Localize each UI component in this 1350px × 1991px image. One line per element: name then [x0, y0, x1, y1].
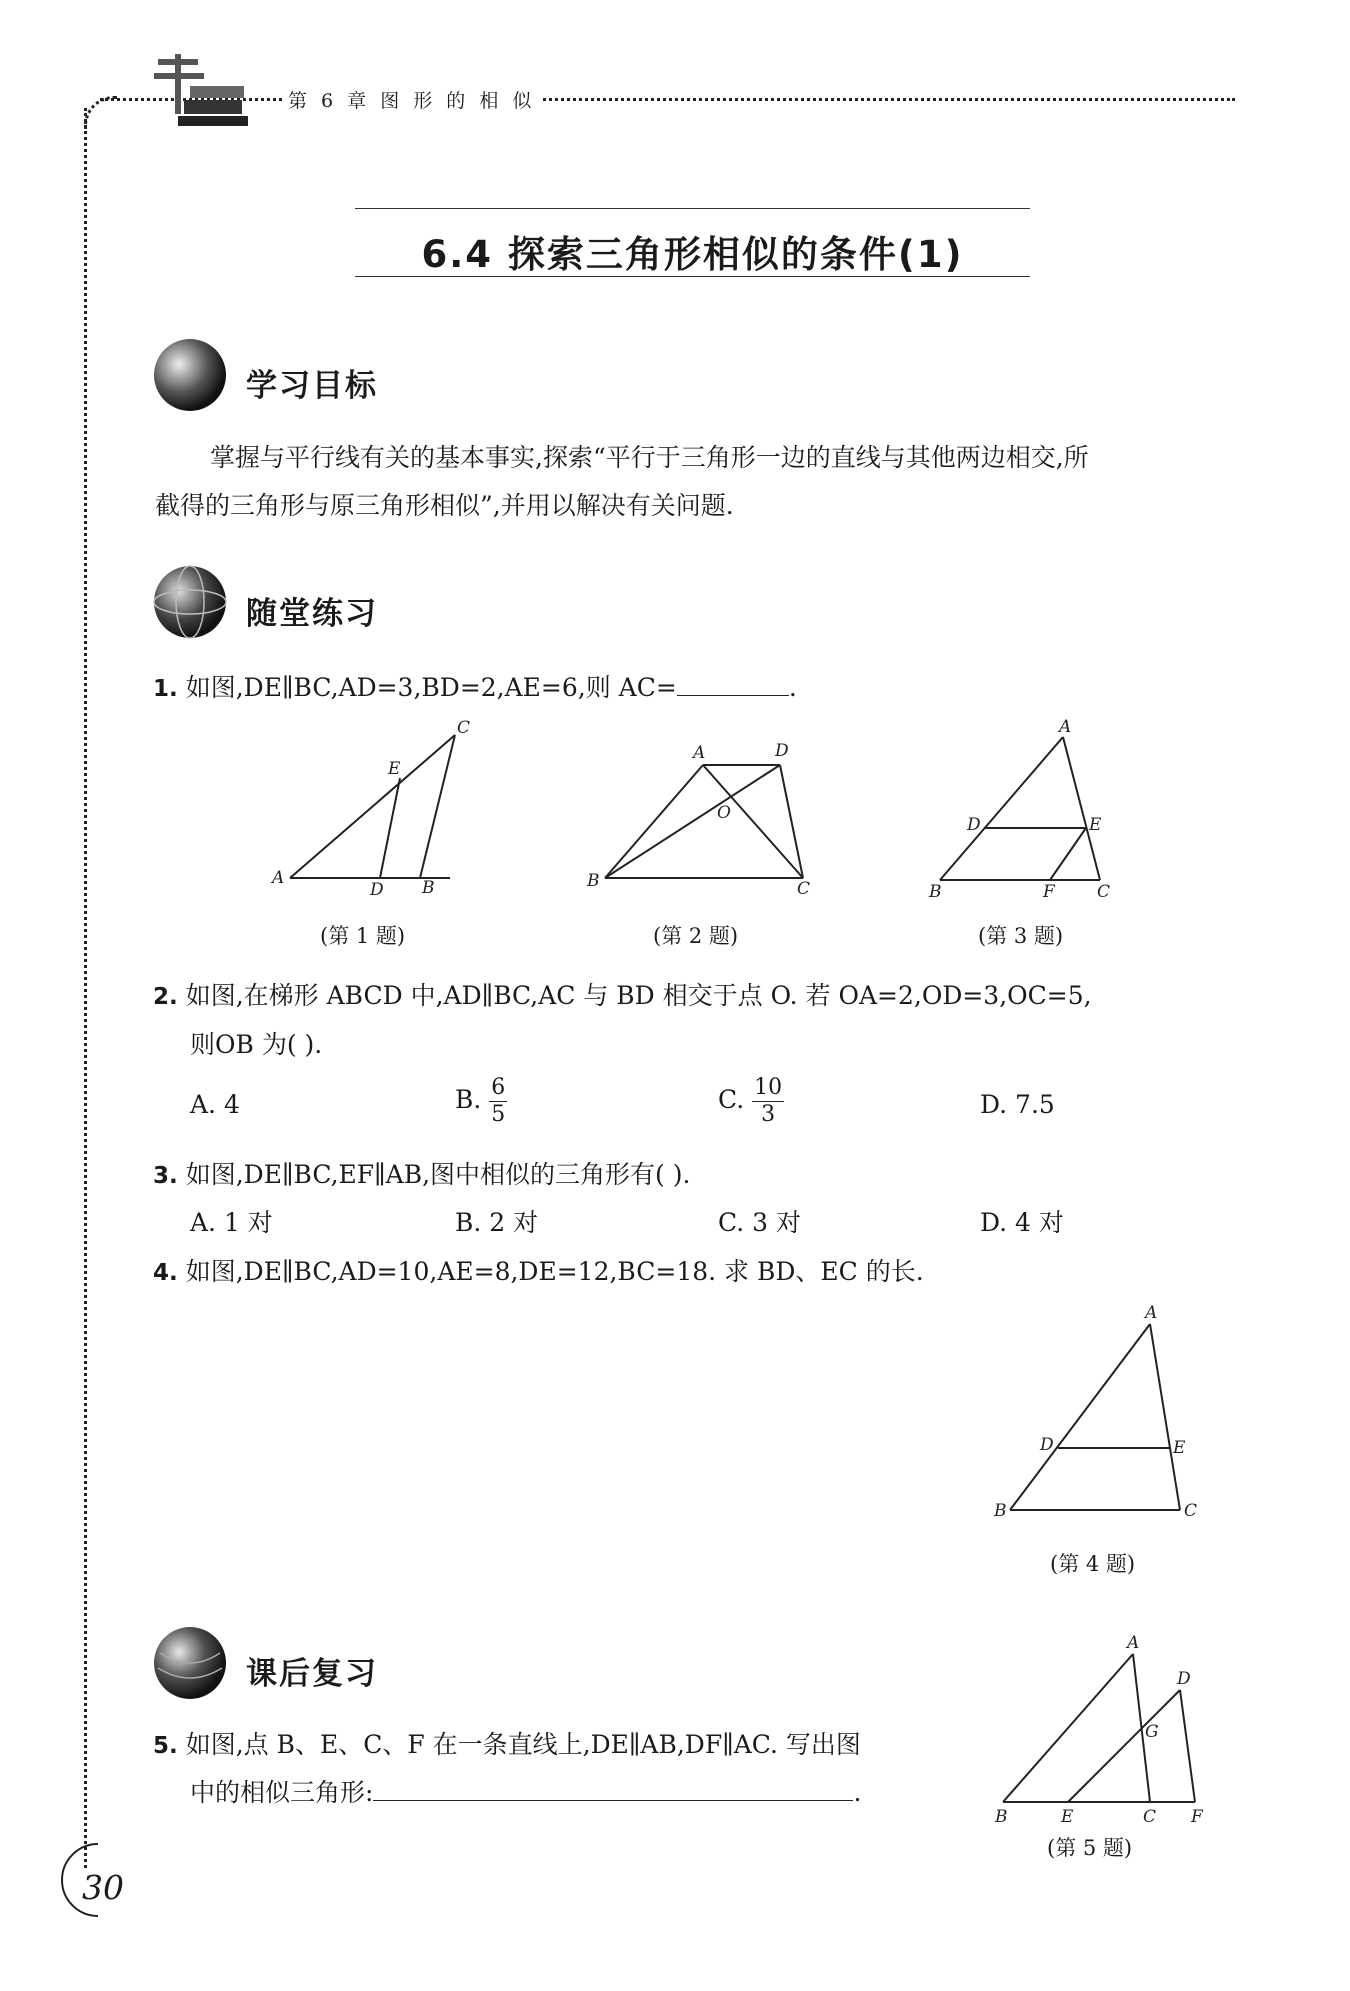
question-number: 3.: [153, 1163, 178, 1189]
fig2-label-o: O: [717, 803, 731, 823]
question-4: [153, 1252, 924, 1288]
question-1: [153, 668, 797, 704]
fig3-label-e: E: [1089, 815, 1102, 835]
fig2-label-d: D: [775, 741, 789, 761]
fig5-label-e: E: [1061, 1807, 1074, 1827]
section-title-review: 课后复习: [246, 1656, 378, 1692]
question-1-end: .: [788, 673, 797, 702]
question-5-prompt: 中的相似三角形:: [190, 1778, 374, 1807]
book-stack-logo-icon: [148, 54, 258, 134]
fig4-label-b: B: [994, 1501, 1007, 1521]
fig5-label-g: G: [1145, 1722, 1159, 1742]
goals-text-line2: 截得的三角形与原三角形相似”,并用以解决有关问题.: [155, 491, 734, 520]
ball-icon: [150, 1623, 230, 1703]
caption-fig2: (第 2 题): [653, 924, 739, 948]
fig1-label-b: B: [422, 878, 435, 895]
q2-option-d[interactable]: D. 7.5: [980, 1090, 1055, 1119]
question-2-line1: 如图,在梯形 ABCD 中,AD∥BC,AC 与 BD 相交于点 O. 若 OA=2,OD=3,OC=5,: [185, 981, 1092, 1010]
sphere-icon: [150, 335, 230, 415]
q2-option-a[interactable]: A. 4: [190, 1090, 240, 1119]
lesson-title: 6.4 探索三角形相似的条件(1): [421, 233, 964, 276]
fig5-label-a: A: [1127, 1633, 1140, 1653]
question-number: 5.: [153, 1733, 178, 1759]
q3-option-c[interactable]: C. 3 对: [718, 1208, 801, 1237]
question-2-line2: 则OB 为( ).: [190, 1030, 323, 1059]
fig3-label-a: A: [1059, 717, 1072, 737]
question-4-text: 如图,DE∥BC,AD=10,AE=8,DE=12,BC=18. 求 BD、EC 的长.: [185, 1257, 924, 1286]
figure-1: [270, 715, 490, 895]
answer-blank[interactable]: [373, 1800, 853, 1801]
page-number: 30: [82, 1868, 124, 1907]
q3-option-a[interactable]: A. 1 对: [190, 1208, 273, 1237]
fig3-label-d: D: [967, 815, 981, 835]
caption-fig3: (第 3 题): [978, 924, 1064, 948]
question-3-text: 如图,DE∥BC,EF∥AB,图中相似的三角形有( ).: [185, 1160, 691, 1189]
answer-blank[interactable]: [677, 695, 789, 696]
section-title-practice: 随堂练习: [246, 596, 378, 632]
fig1-label-e: E: [388, 759, 401, 779]
header-dotted-line: [100, 98, 1235, 101]
fig5-label-f: F: [1191, 1807, 1203, 1827]
caption-fig1: (第 1 题): [320, 924, 406, 948]
fig2-label-b: B: [587, 871, 600, 891]
fig4-label-a: A: [1145, 1303, 1158, 1323]
question-1-text: 如图,DE∥BC,AD=3,BD=2,AE=6,则 AC=: [185, 673, 677, 702]
q3-option-b[interactable]: B. 2 对: [455, 1208, 539, 1237]
figure-4: [990, 1302, 1220, 1532]
fig4-label-c: C: [1184, 1501, 1198, 1521]
q2-option-b[interactable]: [455, 1075, 507, 1128]
title-top-rule: [355, 208, 1030, 209]
fig4-label-d: D: [1040, 1435, 1054, 1455]
figure-2: [585, 740, 825, 900]
q2-option-c-label: C.: [718, 1085, 745, 1114]
q2-option-c[interactable]: [718, 1075, 784, 1128]
fig5-label-c: C: [1143, 1807, 1157, 1827]
question-5-line2: [190, 1773, 861, 1809]
fraction-numerator: 6: [491, 1075, 506, 1100]
question-5-end: .: [853, 1778, 862, 1807]
fig2-label-a: A: [693, 743, 706, 763]
fig1-label-c: C: [457, 718, 471, 738]
fraction-numerator: 10: [754, 1075, 783, 1100]
question-3: [153, 1155, 690, 1191]
question-2: [153, 976, 1092, 1012]
lesson-title-box: [355, 208, 1030, 276]
left-dotted-border: [84, 108, 87, 1868]
caption-fig5: (第 5 题): [1047, 1836, 1133, 1860]
section-title-goals: 学习目标: [246, 368, 378, 404]
fig1-label-a: A: [272, 868, 285, 888]
title-bottom-rule: [355, 276, 1030, 277]
figure-5: [985, 1632, 1215, 1832]
fig5-label-b: B: [995, 1807, 1008, 1827]
q2-option-b-label: B.: [455, 1085, 482, 1114]
figure-3: [925, 715, 1125, 900]
question-number: 4.: [153, 1260, 178, 1286]
question-5: [153, 1725, 861, 1761]
fig5-label-d: D: [1177, 1669, 1191, 1689]
chapter-header: 第 6 章 图 形 的 相 似: [282, 86, 541, 113]
fig3-label-b: B: [929, 882, 942, 900]
fig1-label-d: D: [370, 880, 384, 895]
fig2-label-c: C: [797, 879, 811, 899]
fraction-denominator: 5: [491, 1102, 506, 1127]
question-number: 1.: [153, 676, 178, 702]
globe-icon: [150, 562, 230, 642]
q2-option-b-fraction: [489, 1075, 507, 1128]
question-5-line1: 如图,点 B、E、C、F 在一条直线上,DE∥AB,DF∥AC. 写出图: [185, 1730, 861, 1759]
caption-fig4: (第 4 题): [1050, 1552, 1136, 1576]
question-number: 2.: [153, 984, 178, 1010]
q2-option-c-fraction: [752, 1075, 784, 1128]
goals-text-line1: 掌握与平行线有关的基本事实,探索“平行于三角形一边的直线与其他两边相交,所: [210, 443, 1089, 472]
fraction-denominator: 3: [761, 1102, 776, 1127]
fig3-label-c: C: [1097, 882, 1111, 900]
fig4-label-e: E: [1173, 1438, 1186, 1458]
q3-option-d[interactable]: D. 4 对: [980, 1208, 1064, 1237]
fig3-label-f: F: [1043, 882, 1055, 900]
